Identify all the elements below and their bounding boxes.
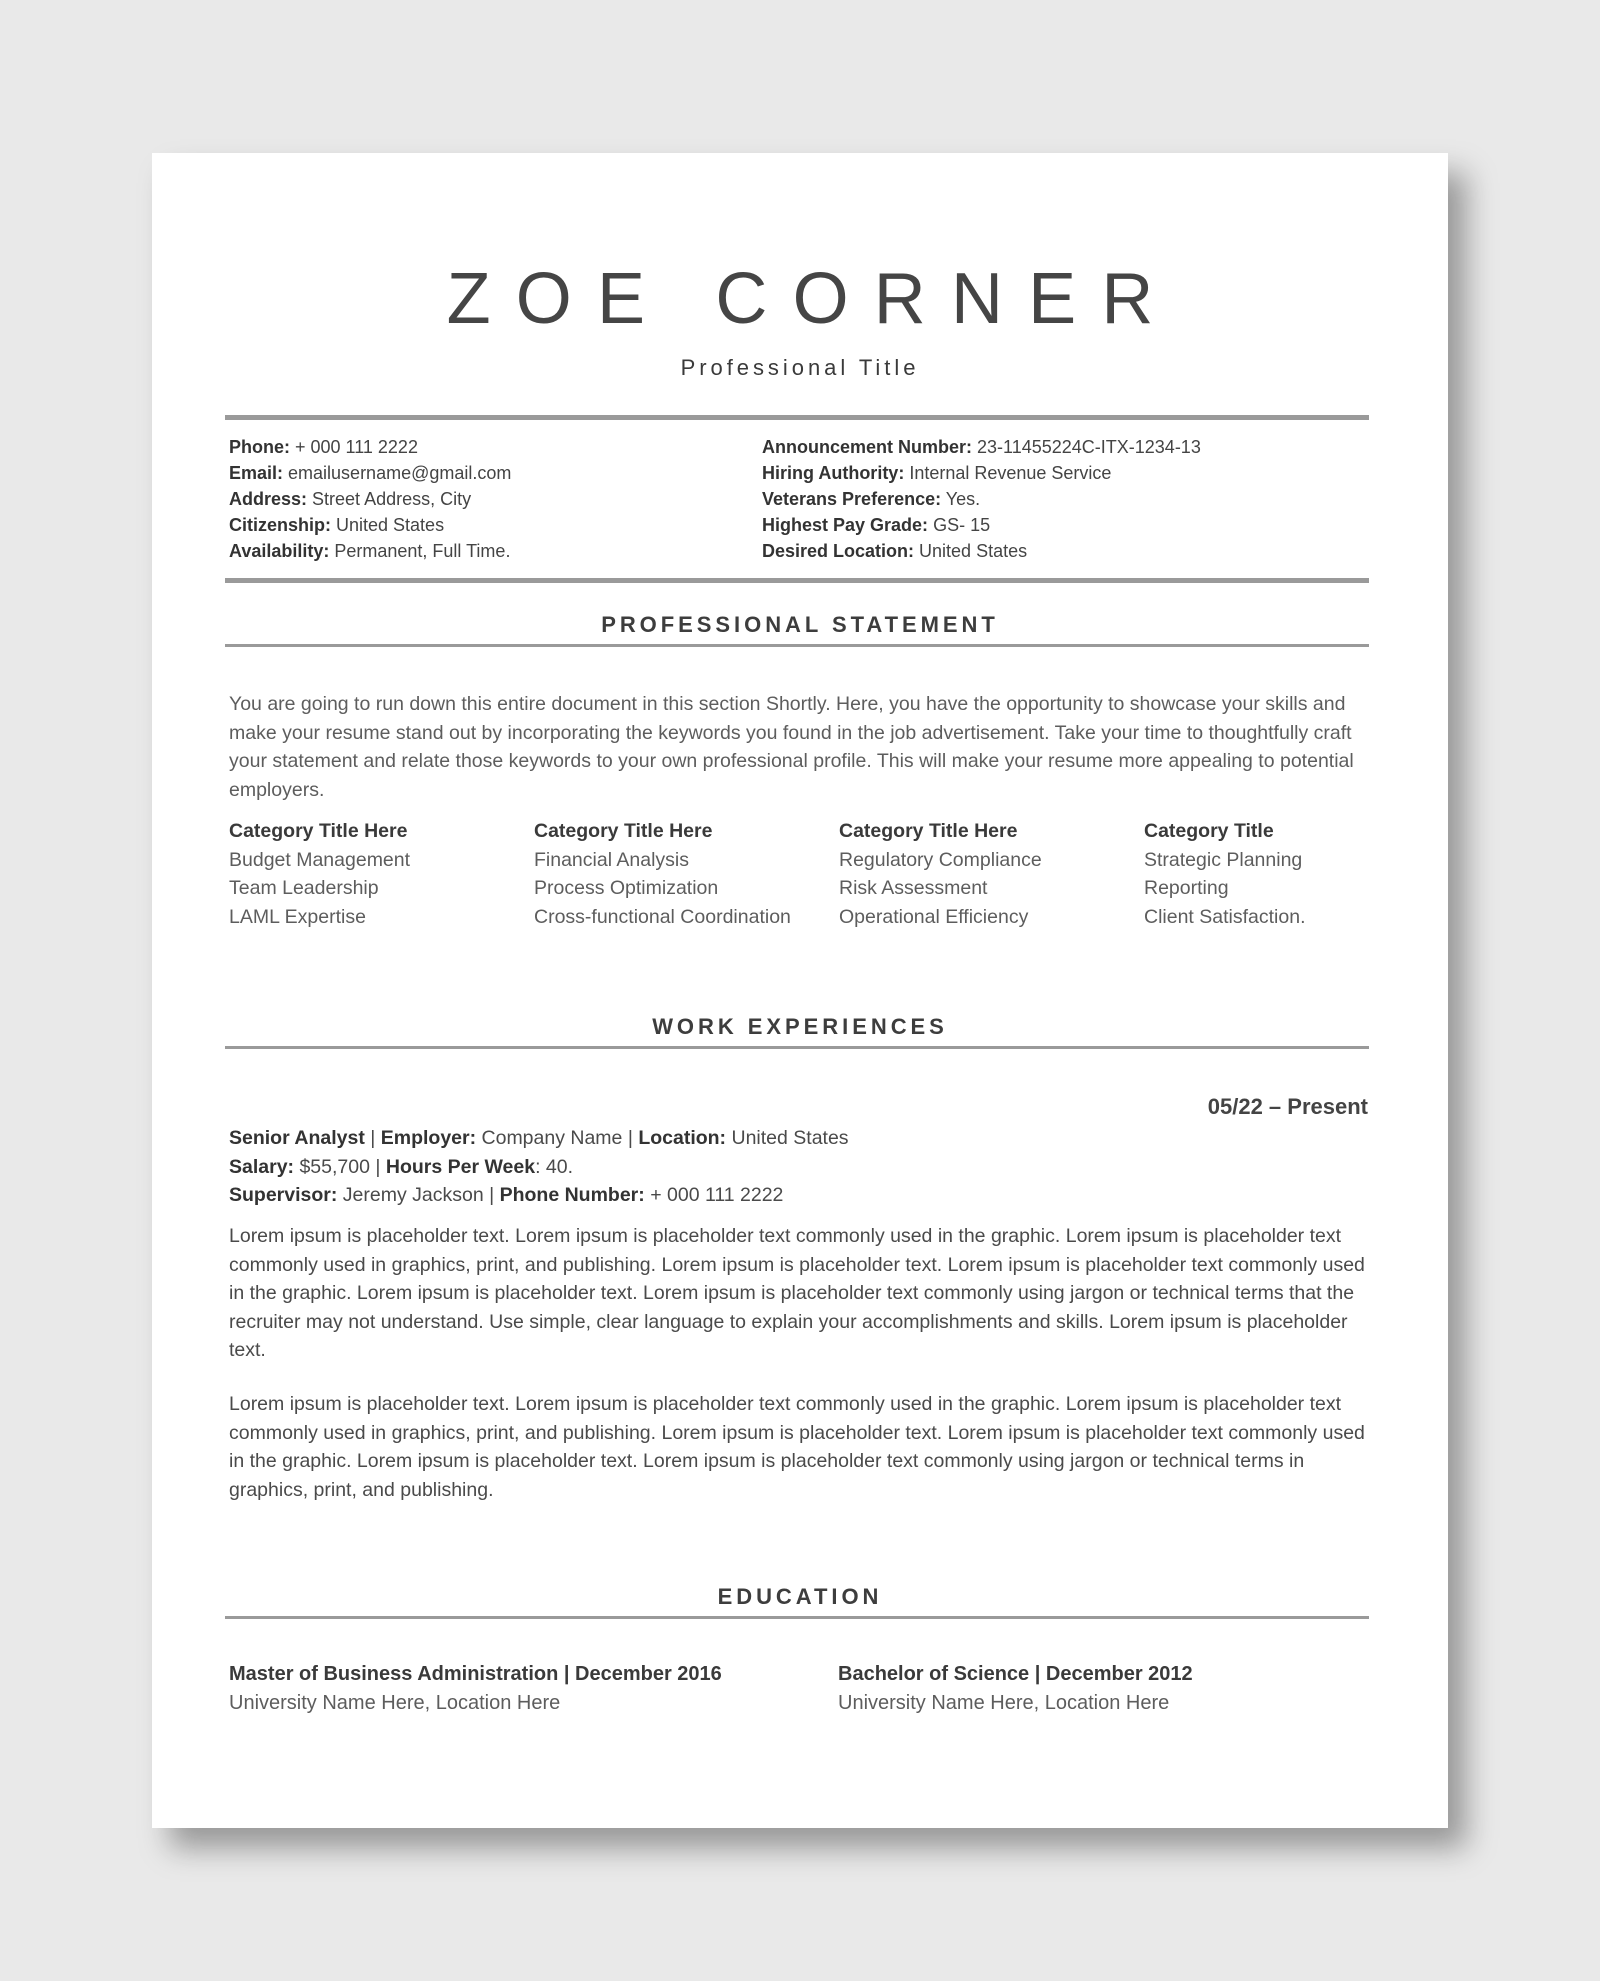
contact-info-left [229, 434, 511, 564]
professional-title: Professional Title [680, 355, 920, 380]
label: Hours Per Week [385, 1155, 536, 1178]
category-item: Cross-functional Coordination [534, 905, 791, 928]
contact-value: + 000 111 2222 [290, 437, 418, 457]
section-rule [225, 1046, 1369, 1049]
education-school: University Name Here, Location Here [229, 1692, 561, 1714]
job-hours: : 40. [535, 1155, 574, 1178]
section-title-education: EDUCATION [717, 1584, 883, 1609]
contact-row-hiring-authority [762, 460, 1201, 486]
category-title: Category Title Here [534, 820, 713, 842]
contact-value: United States [331, 515, 445, 535]
contact-row-announcement [762, 434, 1201, 460]
job-salary: $55,700 [294, 1155, 370, 1178]
separator: | [369, 1155, 386, 1178]
category-item: Operational Efficiency [839, 905, 1029, 928]
job-employer: Company Name [476, 1127, 623, 1149]
category-item: Strategic Planning [1144, 848, 1303, 871]
contact-row-address [229, 486, 511, 512]
education-degree: Bachelor of Science | December 2012 [838, 1663, 1193, 1685]
contact-row-location [762, 538, 1201, 564]
category-item: Reporting [1144, 877, 1229, 899]
job-location: United States [726, 1127, 849, 1149]
contact-row-pay-grade [762, 512, 1201, 538]
education-entry [838, 1660, 1193, 1718]
contact-label: Desired Location: [762, 541, 915, 561]
contact-label: Availability: [229, 541, 330, 561]
category-item: LAML Expertise [229, 905, 366, 928]
job-line-1 [229, 1124, 1379, 1153]
contact-row-veterans [762, 486, 1201, 512]
job-line-2 [229, 1153, 1379, 1182]
contact-value: 23-11455224C-ITX-1234-13 [972, 437, 1201, 457]
category-column [1144, 817, 1306, 931]
contact-value: GS- 15 [928, 515, 991, 535]
separator: | [622, 1127, 639, 1149]
education-school: University Name Here, Location Here [838, 1692, 1170, 1714]
category-title: Category Title Here [839, 820, 1018, 842]
education-entry [229, 1660, 722, 1718]
label: Salary: [229, 1155, 295, 1178]
contact-value: Yes. [941, 489, 981, 509]
category-item: Financial Analysis [534, 848, 689, 871]
contact-value: emailusername@gmail.com [283, 463, 512, 483]
contact-label: Announcement Number: [762, 437, 973, 457]
category-column [839, 817, 1042, 931]
resume-page [152, 153, 1448, 1828]
header-bottom-rule [225, 578, 1369, 583]
contact-label: Hiring Authority: [762, 463, 905, 483]
contact-label: Address: [229, 489, 308, 509]
category-item: Team Leadership [229, 877, 379, 899]
category-item: Risk Assessment [839, 877, 988, 899]
category-item: Process Optimization [534, 877, 719, 899]
job-paragraph: Lorem ipsum is placeholder text. Lorem ipsum is placeholder text commonly used in the graphic. Lorem ipsum is placeholder text commonly used in graphics, print, and publishing. Lorem ipsum is placeholder text. Lorem ipsum is placeholder text commonly used in the graphic. Lorem ipsum is placeholder text. Lorem ipsum is placeholder text commonly using jargon or technical terms that the recruiter may not understand. Use simple, clear language to explain your accomplishments and skills. Lorem ipsum is placeholder text. [229, 1225, 1365, 1361]
job-paragraph: Lorem ipsum is placeholder text. Lorem ipsum is placeholder text commonly used in the graphic. Lorem ipsum is placeholder text commonly used in graphics, print, and publishing. Lorem ipsum is placeholder text. Lorem ipsum is placeholder text commonly used in the graphic. Lorem ipsum is placeholder text. Lorem ipsum is placeholder text commonly using jargon or technical terms in graphics, print, and publishing. [229, 1393, 1365, 1501]
contact-row-availability [229, 538, 511, 564]
contact-row-citizenship [229, 512, 511, 538]
job-details [229, 1124, 1379, 1210]
category-column [229, 817, 410, 931]
job-date: 05/22 – Present [1207, 1094, 1368, 1119]
separator: | [483, 1184, 500, 1206]
category-column [534, 817, 791, 931]
contact-value: Street Address, City [307, 489, 472, 509]
contact-label: Highest Pay Grade: [762, 515, 929, 535]
section-rule [225, 1616, 1369, 1619]
education-degree: Master of Business Administration | December 2016 [229, 1663, 722, 1685]
contact-row-phone [229, 434, 511, 460]
section-rule [225, 644, 1369, 647]
statement-text: You are going to run down this entire document in this section Shortly. Here, you have the opportunity to showcase your skills and make your resume stand out by incorporating the keywords you found in the job advertisement. Take your time to thoughtfully craft your statement and relate those keywords to your own professional profile. This will make your resume more appealing to potential employers. [229, 693, 1354, 801]
label: Supervisor: [229, 1184, 338, 1206]
category-columns [229, 817, 1379, 928]
job-supervisor: Jeremy Jackson [337, 1184, 484, 1206]
category-title: Category Title [1144, 820, 1274, 842]
job-line-3 [229, 1181, 1379, 1210]
section-title-work: WORK EXPERIENCES [652, 1014, 948, 1039]
contact-label: Phone: [229, 437, 290, 457]
contact-value: United States [914, 541, 1028, 561]
contact-info-right [762, 434, 1201, 564]
contact-value: Permanent, Full Time. [329, 541, 511, 561]
label: Location: [638, 1127, 727, 1149]
contact-label: Email: [229, 463, 284, 483]
category-item: Client Satisfaction. [1144, 905, 1306, 928]
label: Phone Number: [499, 1184, 645, 1206]
category-title: Category Title Here [229, 820, 408, 842]
job-phone: + 000 111 2222 [644, 1184, 784, 1206]
separator: | [364, 1127, 381, 1149]
section-title-statement: PROFESSIONAL STATEMENT [601, 612, 999, 637]
contact-label: Citizenship: [229, 515, 331, 535]
label: Employer: [380, 1127, 477, 1149]
resume-name: ZOE CORNER [446, 259, 1179, 339]
job-position: Senior Analyst [229, 1127, 365, 1149]
header-top-rule [225, 415, 1369, 420]
category-item: Budget Management [229, 848, 411, 871]
category-item: Regulatory Compliance [839, 848, 1042, 871]
contact-row-email [229, 460, 511, 486]
contact-value: Internal Revenue Service [904, 463, 1112, 483]
contact-label: Veterans Preference: [762, 489, 942, 509]
